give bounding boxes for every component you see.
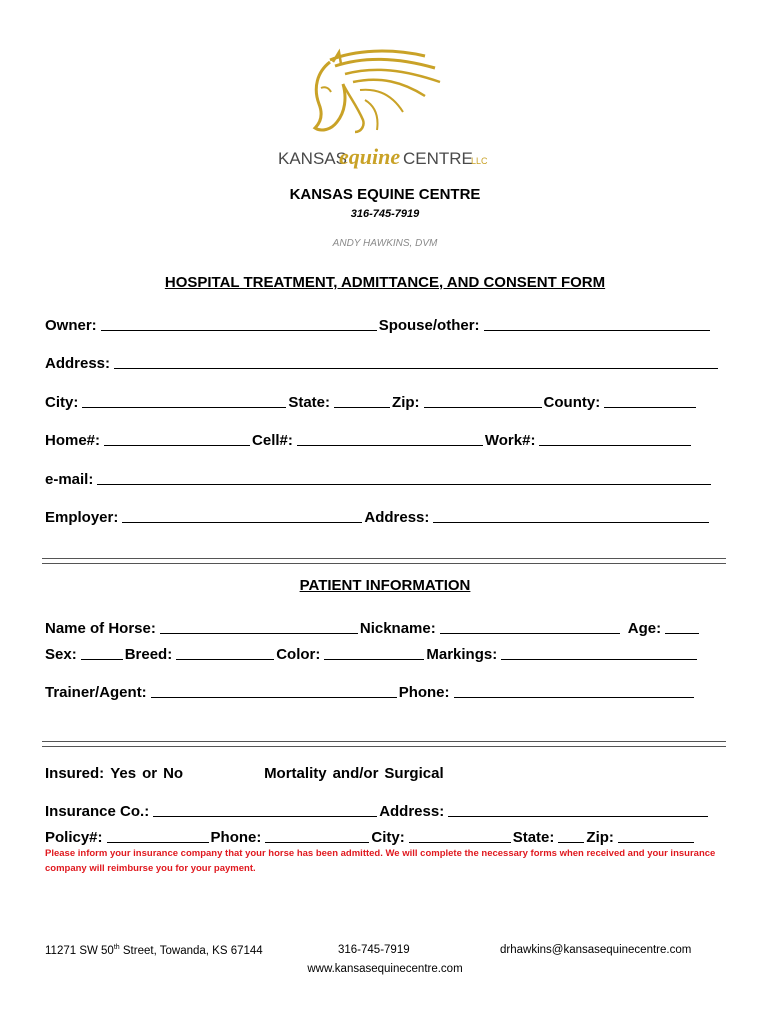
employer-field[interactable] bbox=[122, 522, 362, 523]
footer-address-pre: 11271 SW 50 bbox=[45, 944, 114, 957]
footer-website[interactable]: www.kansasequinecentre.com bbox=[307, 963, 463, 975]
zip-field[interactable] bbox=[424, 407, 542, 408]
spouse-field[interactable] bbox=[484, 330, 710, 331]
sex-breed-row bbox=[45, 641, 699, 663]
footer-address-post: Street, Towanda, KS 67144 bbox=[119, 944, 263, 957]
policy-label: Policy#: bbox=[45, 829, 103, 846]
section-divider bbox=[42, 741, 726, 747]
insurance-notice: Please inform your insurance company that your horse has been admitted. We will complete the necessary forms when received and your insurance company will reimburse you for your payment. bbox=[45, 848, 716, 874]
insurance-address-label: Address: bbox=[379, 803, 445, 820]
insured-or-text: or bbox=[142, 765, 158, 782]
home-field[interactable] bbox=[104, 445, 250, 446]
insurance-state-label: State: bbox=[512, 829, 555, 846]
address-field[interactable] bbox=[114, 368, 718, 369]
trainer-phone-field[interactable] bbox=[454, 697, 694, 698]
horse-name-field[interactable] bbox=[160, 633, 358, 634]
work-field[interactable] bbox=[539, 445, 691, 446]
work-label: Work#: bbox=[484, 432, 536, 449]
state-field[interactable] bbox=[334, 407, 390, 408]
employer-row bbox=[45, 504, 711, 526]
trainer-field[interactable] bbox=[151, 697, 397, 698]
logo-text-equine: equine bbox=[339, 144, 401, 169]
logo-text-centre: CENTRE bbox=[403, 149, 473, 168]
trainer-row bbox=[45, 679, 696, 701]
insured-label: Insured: bbox=[45, 765, 105, 782]
zip-label: Zip: bbox=[392, 394, 420, 411]
color-field[interactable] bbox=[324, 659, 424, 660]
color-label: Color: bbox=[276, 646, 321, 663]
email-label: e-mail: bbox=[45, 471, 94, 488]
nickname-field[interactable] bbox=[440, 633, 620, 634]
employer-address-label: Address: bbox=[364, 509, 430, 526]
horse-name-row bbox=[45, 615, 701, 637]
trainer-phone-label: Phone: bbox=[398, 684, 450, 701]
footer-phone: 316-745-7919 bbox=[338, 944, 410, 956]
age-field[interactable] bbox=[665, 633, 699, 634]
owner-field[interactable] bbox=[101, 330, 377, 331]
section-divider bbox=[42, 558, 726, 564]
county-label: County: bbox=[543, 394, 601, 411]
insurance-city-field[interactable] bbox=[409, 842, 511, 843]
breed-field[interactable] bbox=[176, 659, 274, 660]
insurance-phone-field[interactable] bbox=[265, 842, 369, 843]
employer-label: Employer: bbox=[45, 509, 119, 526]
patient-section-title: PATIENT INFORMATION bbox=[299, 577, 471, 594]
city-label: City: bbox=[45, 394, 79, 411]
logo-text-kansas: KANSAS bbox=[278, 149, 347, 168]
company-logo bbox=[275, 48, 495, 176]
footer-address bbox=[45, 944, 263, 957]
email-row bbox=[45, 466, 713, 488]
insurance-zip-label: Zip: bbox=[586, 829, 614, 846]
employer-address-field[interactable] bbox=[433, 522, 709, 523]
logo-text-llc: LLC bbox=[471, 156, 488, 166]
markings-field[interactable] bbox=[501, 659, 697, 660]
sex-label: Sex: bbox=[45, 646, 77, 663]
cell-label: Cell#: bbox=[252, 432, 293, 449]
city-field[interactable] bbox=[82, 407, 286, 408]
horse-name-label: Name of Horse: bbox=[45, 620, 156, 637]
breed-label: Breed: bbox=[124, 646, 173, 663]
veterinarian-name: ANDY HAWKINS, DVM bbox=[332, 238, 438, 249]
horse-head-logo-icon bbox=[275, 48, 495, 176]
mortality-option[interactable]: Mortality bbox=[264, 765, 327, 782]
surgical-option[interactable]: Surgical bbox=[384, 765, 444, 782]
insured-no-option[interactable]: No bbox=[163, 765, 184, 782]
state-label: State: bbox=[288, 394, 331, 411]
markings-label: Markings: bbox=[426, 646, 498, 663]
and-or-text: and/or bbox=[332, 765, 379, 782]
insurance-company-field[interactable] bbox=[153, 816, 377, 817]
form-title: HOSPITAL TREATMENT, ADMITTANCE, AND CONSENT FORM bbox=[164, 274, 606, 291]
insured-yes-option[interactable]: Yes bbox=[110, 765, 137, 782]
header-phone: 316-745-7919 bbox=[350, 208, 420, 220]
policy-field[interactable] bbox=[107, 842, 209, 843]
insurance-phone-label: Phone: bbox=[210, 829, 262, 846]
insurance-company-row bbox=[45, 798, 710, 820]
phones-row bbox=[45, 427, 693, 449]
sex-field[interactable] bbox=[81, 659, 123, 660]
email-field[interactable] bbox=[97, 484, 711, 485]
insurance-address-field[interactable] bbox=[448, 816, 708, 817]
city-row bbox=[45, 389, 698, 411]
insurance-zip-field[interactable] bbox=[618, 842, 694, 843]
insurance-city-label: City: bbox=[371, 829, 405, 846]
trainer-label: Trainer/Agent: bbox=[45, 684, 147, 701]
owner-label: Owner: bbox=[45, 317, 97, 334]
insurance-state-field[interactable] bbox=[558, 842, 584, 843]
home-label: Home#: bbox=[45, 432, 101, 449]
footer-address-sup: th bbox=[113, 944, 120, 951]
address-label: Address: bbox=[45, 355, 111, 372]
insured-row bbox=[45, 760, 444, 782]
organization-name: KANSAS EQUINE CENTRE bbox=[289, 186, 481, 203]
footer-email[interactable]: drhawkins@kansasequinecentre.com bbox=[500, 944, 692, 956]
cell-field[interactable] bbox=[297, 445, 483, 446]
spouse-label: Spouse/other: bbox=[378, 317, 480, 334]
county-field[interactable] bbox=[604, 407, 696, 408]
address-row bbox=[45, 350, 720, 372]
age-label: Age: bbox=[627, 620, 662, 637]
owner-row bbox=[45, 312, 712, 334]
policy-row bbox=[45, 824, 696, 846]
nickname-label: Nickname: bbox=[359, 620, 436, 637]
insurance-company-label: Insurance Co.: bbox=[45, 803, 150, 820]
